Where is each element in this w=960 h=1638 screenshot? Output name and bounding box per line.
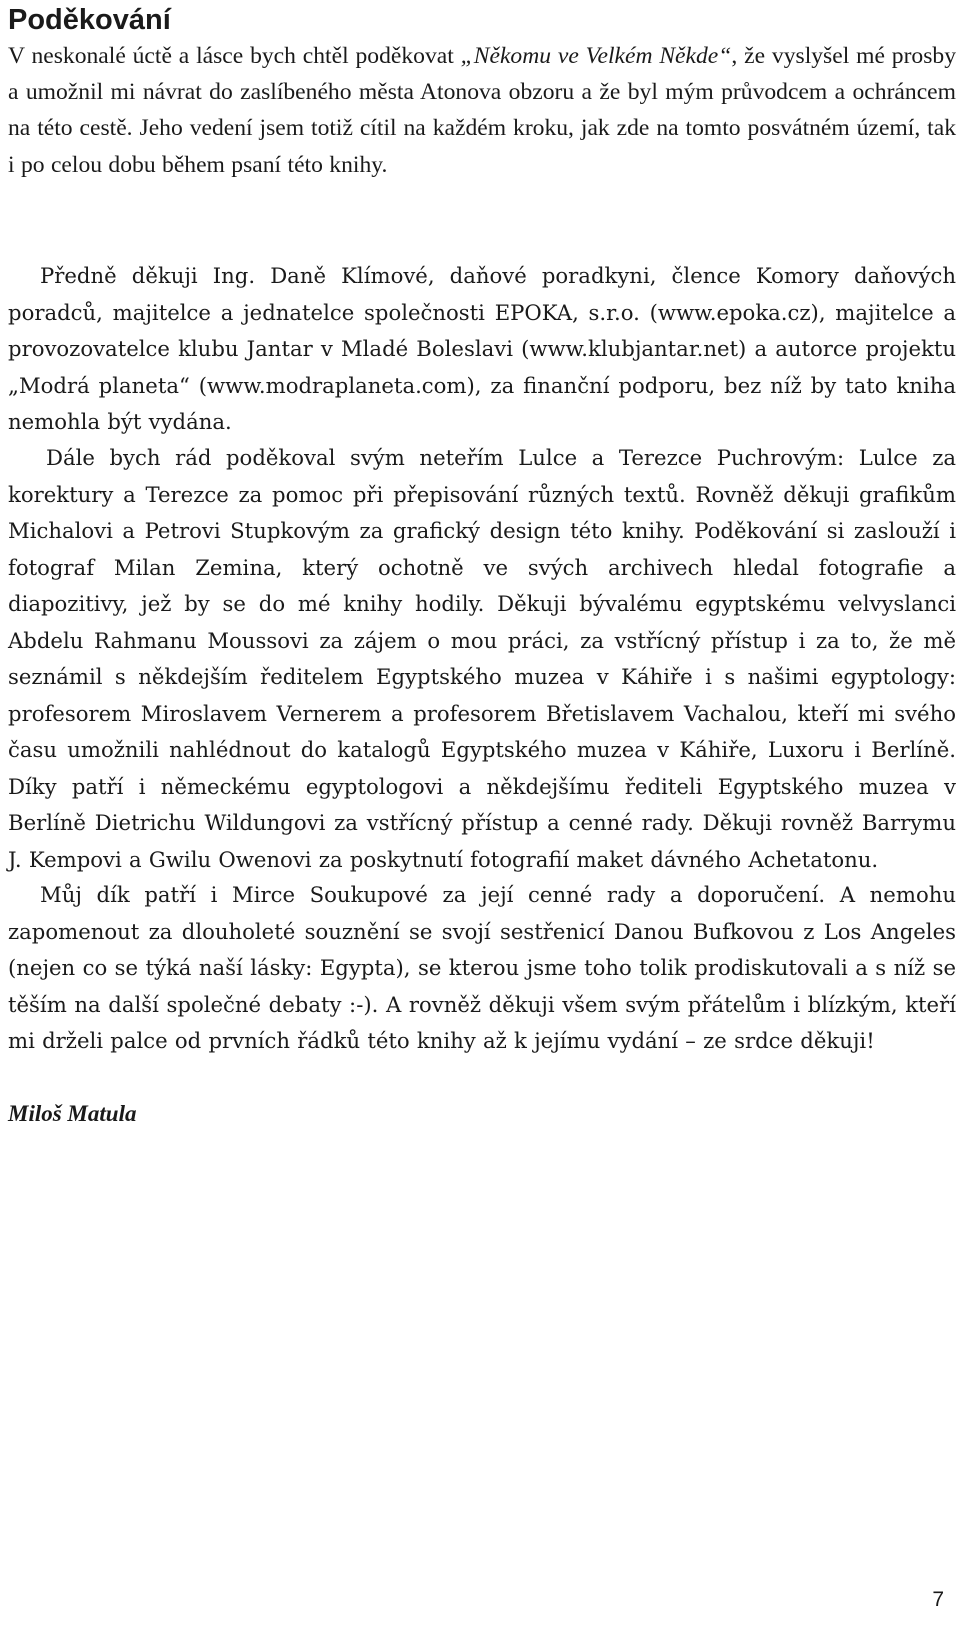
page-number: 7 [932, 1588, 944, 1611]
page-title: Poděkování [8, 4, 171, 36]
paragraph-intro-italic-phrase: „Někomu ve Velkém Někde“ [460, 43, 732, 69]
paragraph-intro [8, 38, 956, 183]
author-signature: Miloš Matula [8, 1101, 137, 1126]
paragraph-intro-text-start: V neskonalé úctě a lásce bych chtěl poděkovat [8, 43, 461, 69]
paragraph-thanks-friends: Můj dík patří i Mirce Soukupové za její cenné rady a doporučení. A nemohu zapomenout za dlouholeté souznění se svojí sestřenicí Danou Bufkovou z Los Angeles (nejen co se týká naší lásky: Egypta), se kterou jsme toho tolik prodiskutovali a s níž se těším na další společné debaty :-). A rovněž děkuji všem svým přátelům i blízkým, kteří mi drželi palce od prvních řádků této knihy až k jejímu vydání – ze srdce děkuji! [8, 882, 956, 1053]
paragraph-intro-text-end: , že vyslyšel mé prosby a umožnil mi návrat do zaslíbeného města Atonova obzoru a že byl mým průvodcem a ochráncem na této cestě. Jeho vedení jsem totiž cítil na každém kroku, jak zde na tomto posvátném území, tak i po celou dobu během psaní této knihy. [8, 43, 957, 178]
paragraph-sponsor: Předně děkuji Ing. Daně Klímové, daňové poradkyni, člence Komory daňových poradců, majitelce a jednatelce společnosti EPOKA, s.r.o. (www.epoka.cz), majitelce a provozovatelce klubu Jantar v Mladé Boleslavi (www.klubjantar.net) a autorce projektu „Modrá planeta“ (www.modraplaneta.com), za finanční podporu, bez níž by tato kniha nemohla být vydána. [8, 263, 956, 434]
paragraph-thanks-family: Dále bych rád poděkoval svým neteřím Lulce a Terezce Puchrovým: Lulce za korektury a Terezce za pomoc při přepisování různých textů. Rovněž děkuji grafikům Michalovi a Petrovi Stupkovým za grafický design této knihy. Poděkování si zaslouží i fotograf Milan Zemina, který ochotně ve svých archivech hledal fotografie a diapozitivy, jež by se do mé knihy hodily. Děkuji bývalému egyptskému velvyslanci Abdelu Rahmanu Moussovi za zájem o mou práci, za vstřícný přístup i za to, že mě seznámil s někdejším ředitelem Egyptského muzea v Káhiře i s našimi egyptology: profesorem Miroslavem Vernerem a profesorem Břetislavem Vachalou, kteří mi svého času umožnili nahlédnout do katalogů Egyptského muzea v Káhiře, Luxoru i Berlíně. Díky patří i německému egyptologovi a někdejšímu řediteli Egyptského muzea v Berlíně Dietrichu Wildungovi za vstřícný přístup a cenné rady. Děkuji rovněž Barrymu J. Kempovi a Gwilu Owenovi za poskytnutí fotografií maket dávného Achetatonu. [8, 445, 956, 872]
